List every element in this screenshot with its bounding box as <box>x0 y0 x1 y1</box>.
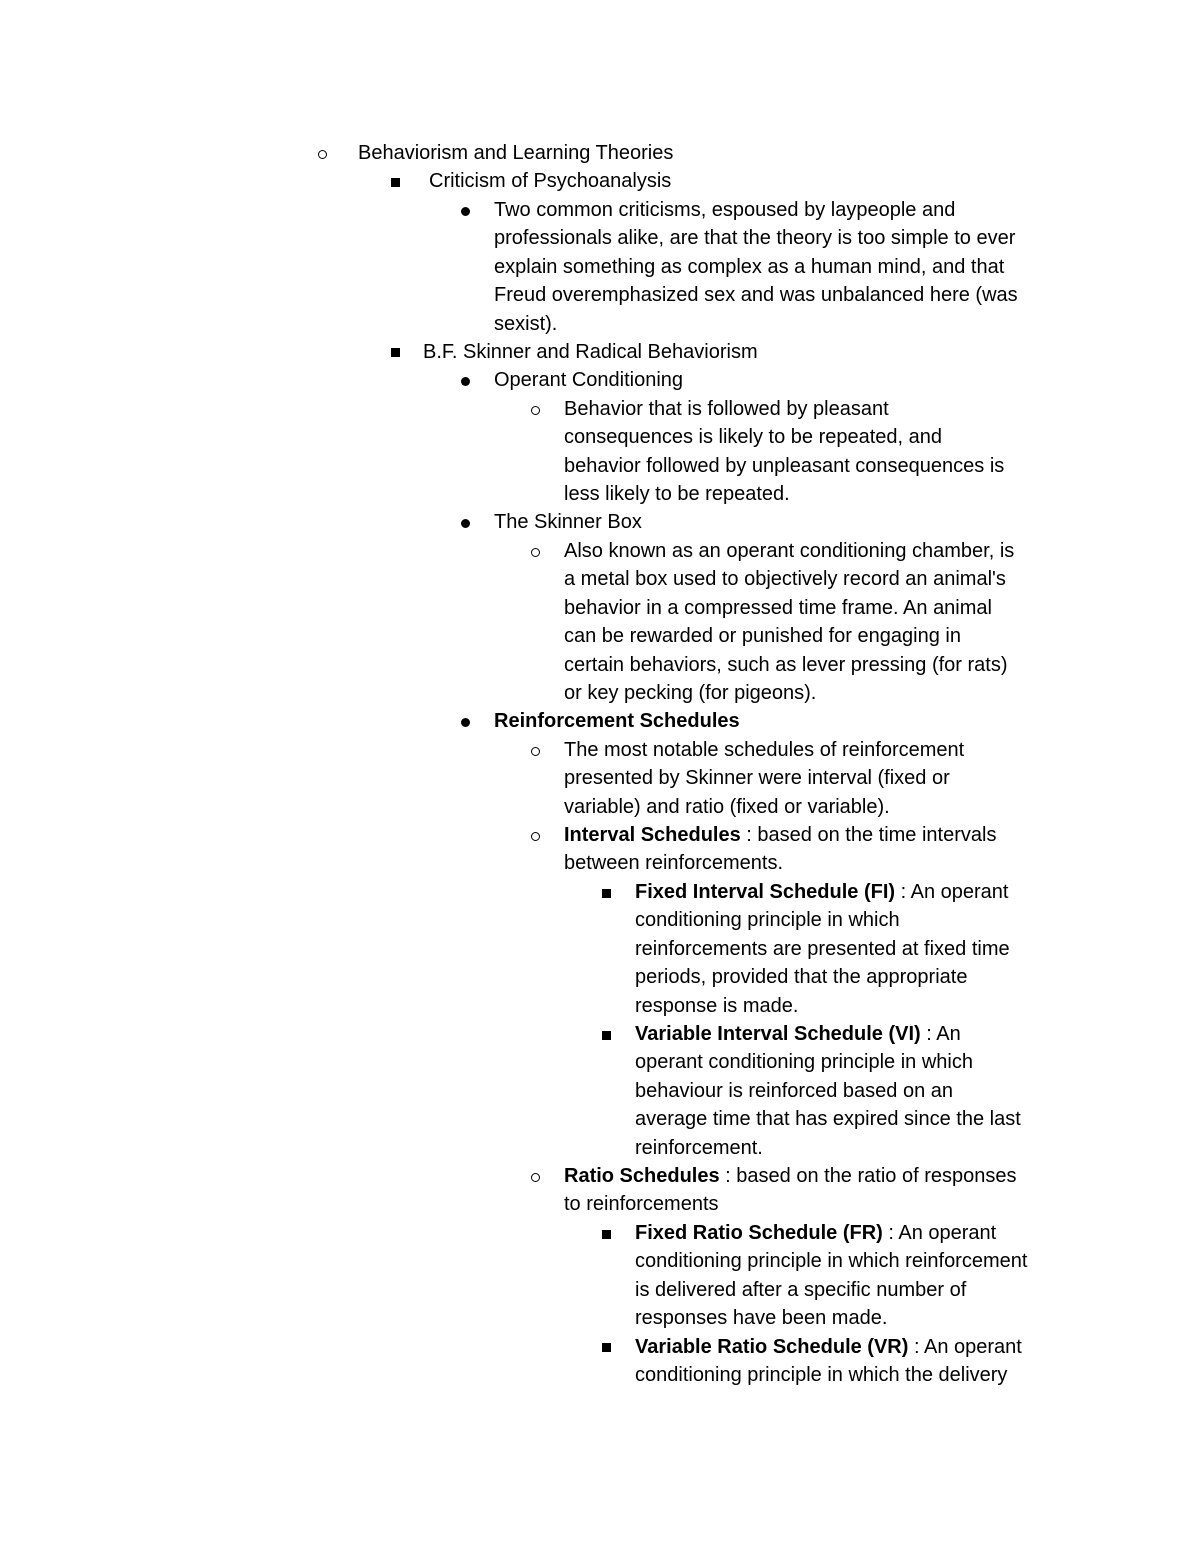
interval-line <box>564 821 996 849</box>
fi-def: : An operant <box>895 881 1009 903</box>
fi-def-line: reinforcements are presented at fixed time <box>635 938 1010 960</box>
hollow-bullet-icon <box>531 548 540 557</box>
hollow-bullet-icon <box>531 1173 540 1182</box>
filled-bullet-icon <box>461 718 470 727</box>
skinner-box-text-line: or key pecking (for pigeons). <box>564 682 817 704</box>
vi-def-line: reinforcement. <box>635 1137 763 1159</box>
skinner-box-text-line: Also known as an operant conditioning chamber, is <box>564 540 1015 562</box>
hollow-bullet-icon <box>318 150 327 159</box>
square-bullet-icon <box>602 889 611 898</box>
operant-text-line: Behavior that is followed by pleasant <box>564 398 889 420</box>
operant-text-line: less likely to be repeated. <box>564 483 790 505</box>
interval-def: : based on the time intervals <box>740 824 997 846</box>
vi-def-line: operant conditioning principle in which <box>635 1051 973 1073</box>
fr-def-line: is delivered after a specific number of <box>635 1279 967 1301</box>
reinforcement-heading: Reinforcement Schedules <box>494 710 740 732</box>
interval-def-line: between reinforcements. <box>564 852 784 874</box>
l1-heading: Behaviorism and Learning Theories <box>358 142 674 164</box>
hollow-bullet-icon <box>531 406 540 415</box>
criticism-text-line: Freud overemphasized sex and was unbalanced here (was <box>494 284 1018 306</box>
filled-bullet-icon <box>461 207 470 216</box>
square-bullet-icon <box>391 178 400 187</box>
vr-def: : An operant <box>908 1336 1022 1358</box>
ratio-term: Ratio Schedules <box>564 1165 720 1187</box>
ratio-def: : based on the ratio of responses <box>719 1165 1017 1187</box>
fr-def: : An operant <box>882 1222 997 1244</box>
criticism-text-line: professionals alike, are that the theory is too simple to ever <box>494 227 1016 249</box>
interval-term: Interval Schedules <box>564 824 741 846</box>
criticism-text-line: sexist). <box>494 313 558 335</box>
ratio-def-line: to reinforcements <box>564 1193 719 1215</box>
skinner-heading: B.F. Skinner and Radical Behaviorism <box>423 341 758 363</box>
reinforcement-intro-line: variable) and ratio (fixed or variable). <box>564 796 890 818</box>
skinner-box-text-line: can be rewarded or punished for engaging in <box>564 625 961 647</box>
fi-def-line: conditioning principle in which <box>635 909 900 931</box>
skinner-box-text-line: behavior in a compressed time frame. An animal <box>564 597 992 619</box>
skinner-box-heading: The Skinner Box <box>494 511 642 533</box>
vi-def: : An <box>920 1023 961 1045</box>
fr-def-line: responses have been made. <box>635 1307 888 1329</box>
vi-term: Variable Interval Schedule (VI) <box>635 1023 921 1045</box>
hollow-bullet-icon <box>531 747 540 756</box>
fi-def-line: response is made. <box>635 995 799 1017</box>
fr-term: Fixed Ratio Schedule (FR) <box>635 1222 883 1244</box>
vi-line <box>635 1020 961 1048</box>
criticism-text-line: Two common criticisms, espoused by laypeople and <box>494 199 956 221</box>
operant-text-line: behavior followed by unpleasant consequences is <box>564 455 1005 477</box>
fi-def-line: periods, provided that the appropriate <box>635 966 968 988</box>
square-bullet-icon <box>602 1343 611 1352</box>
filled-bullet-icon <box>461 377 470 386</box>
skinner-box-text-line: a metal box used to objectively record an animal's <box>564 568 1006 590</box>
reinforcement-intro-line: The most notable schedules of reinforcement <box>564 739 965 761</box>
vi-def-line: average time that has expired since the last <box>635 1108 1021 1130</box>
square-bullet-icon <box>391 348 400 357</box>
reinforcement-intro-line: presented by Skinner were interval (fixed or <box>564 767 950 789</box>
square-bullet-icon <box>602 1031 611 1040</box>
fi-term: Fixed Interval Schedule (FI) <box>635 881 896 903</box>
criticism-text-line: explain something as complex as a human mind, and that <box>494 256 1005 278</box>
filled-bullet-icon <box>461 519 470 528</box>
fi-line <box>635 878 1008 906</box>
operant-text-line: consequences is likely to be repeated, and <box>564 426 943 448</box>
operant-heading: Operant Conditioning <box>494 369 684 391</box>
fr-line <box>635 1219 996 1247</box>
square-bullet-icon <box>602 1230 611 1239</box>
vr-term: Variable Ratio Schedule (VR) <box>635 1336 909 1358</box>
ratio-line <box>564 1162 1016 1190</box>
criticism-heading: Criticism of Psychoanalysis <box>429 170 672 192</box>
vi-def-line: behaviour is reinforced based on an <box>635 1080 953 1102</box>
hollow-bullet-icon <box>531 832 540 841</box>
skinner-box-text-line: certain behaviors, such as lever pressing (for rats) <box>564 654 1008 676</box>
vr-line <box>635 1333 1022 1361</box>
fr-def-line: conditioning principle in which reinforcement <box>635 1250 1028 1272</box>
vr-def-line: conditioning principle in which the delivery <box>635 1364 1008 1386</box>
